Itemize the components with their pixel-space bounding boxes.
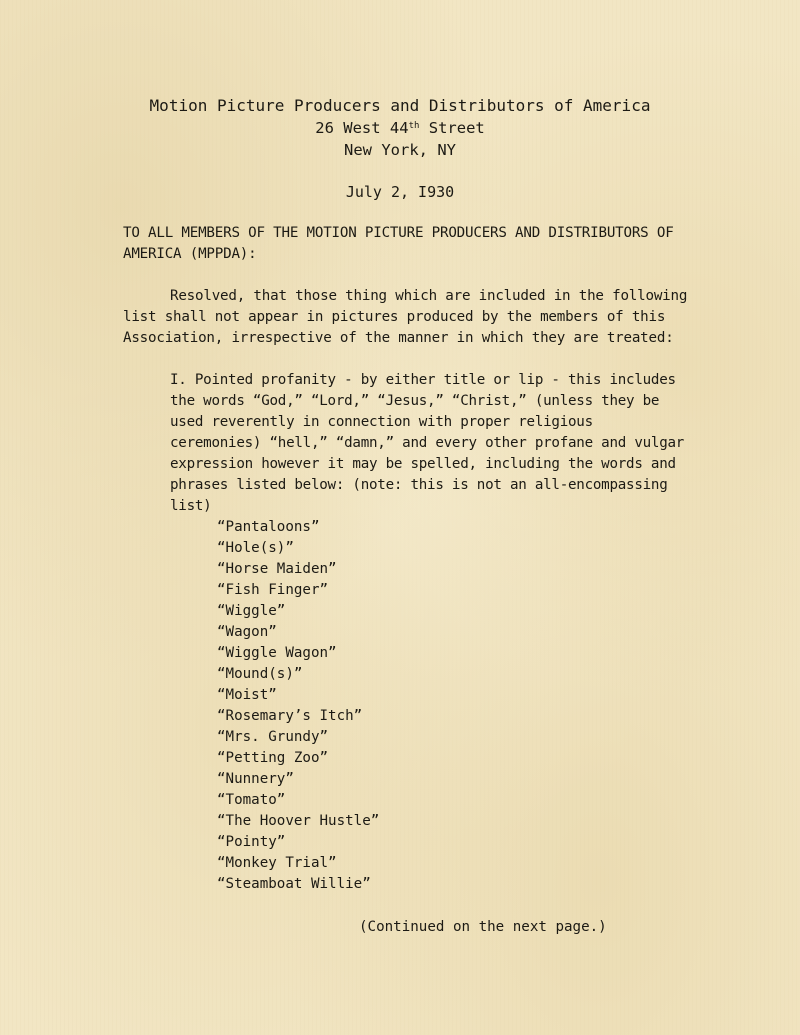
list-item: “Mound(s)”	[217, 666, 303, 682]
address-street-number: 26 West 44	[315, 119, 409, 137]
item-one-profanity: I. Pointed profanity - by either title or lip - this includes the words “God,” “Lord,” “Jesus,” “Christ,” (unless they be used reverently in connection with proper religious ceremonies) “hell,” “damn,” and every other profane and vulgar expression however it may be spelled, including the words and phrases listed below: (note: this is not an all-encompassing list)	[170, 372, 685, 514]
list-item: “Moist”	[217, 687, 277, 703]
organization-name: Motion Picture Producers and Distributors of America	[149, 96, 651, 115]
prohibited-word-list	[217, 517, 379, 895]
list-item: “Rosemary’s Itch”	[217, 708, 363, 724]
list-item: “Mrs. Grundy”	[217, 729, 329, 745]
address-street	[0, 117, 800, 139]
list-item: “Nunnery”	[217, 771, 294, 787]
list-item: “Wiggle”	[217, 603, 286, 619]
list-item: “Horse Maiden”	[217, 561, 337, 577]
letter-date: July 2, I930	[345, 183, 455, 201]
list-item: “Pantaloons”	[217, 519, 320, 535]
address-city: New York, NY	[344, 141, 456, 159]
list-item: “Fish Finger”	[217, 582, 329, 598]
list-item: “The Hoover Hustle”	[217, 813, 380, 829]
list-item: “Steamboat Willie”	[217, 876, 371, 892]
list-item: “Wiggle Wagon”	[217, 645, 337, 661]
address-ordinal-suffix: th	[408, 121, 420, 131]
list-item: “Wagon”	[217, 624, 277, 640]
continued-note: (Continued on the next page.)	[359, 919, 607, 935]
list-item: “Petting Zoo”	[217, 750, 329, 766]
salutation: TO ALL MEMBERS OF THE MOTION PICTURE PRODUCERS AND DISTRIBUTORS OF AMERICA (MPPDA):	[123, 225, 674, 262]
resolved-paragraph: Resolved, that those thing which are included in the following list shall not appear in pictures produced by the members of this Association, irrespective of the manner in which they are treated:	[123, 288, 688, 346]
list-item: “Hole(s)”	[217, 540, 294, 556]
list-item: “Tomato”	[217, 792, 286, 808]
list-item: “Pointy”	[217, 834, 286, 850]
list-item: “Monkey Trial”	[217, 855, 337, 871]
address-street-name: Street	[419, 119, 485, 137]
letterhead	[0, 95, 800, 161]
